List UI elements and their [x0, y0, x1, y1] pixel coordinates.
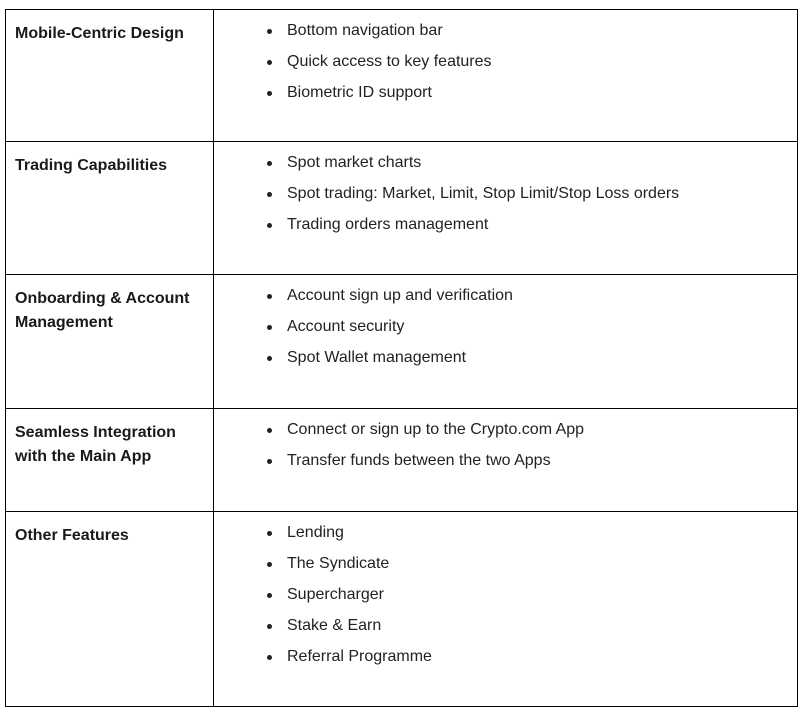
- bullet-icon: [267, 60, 272, 65]
- list-item: [214, 83, 797, 103]
- features-cell: [214, 10, 798, 142]
- list-item-text: Stake & Earn: [287, 617, 382, 634]
- list-item: [214, 420, 797, 440]
- list-item: [214, 616, 797, 636]
- list-item-text: Supercharger: [287, 586, 384, 603]
- category-cell: [6, 409, 214, 512]
- table-row: [6, 10, 798, 142]
- table-row: [6, 275, 798, 409]
- bullet-icon: [267, 91, 272, 96]
- list-item: [214, 585, 797, 605]
- category-label: Other Features: [15, 527, 129, 544]
- features-cell: [214, 409, 798, 512]
- list-item: [214, 317, 797, 337]
- bullet-icon: [267, 223, 272, 228]
- bullet-icon: [267, 29, 272, 34]
- table-row: [6, 512, 798, 707]
- list-item-text: Account security: [287, 318, 405, 335]
- bullet-icon: [267, 192, 272, 197]
- feature-list: [214, 21, 797, 103]
- list-item: [214, 647, 797, 667]
- feature-table: [5, 9, 798, 707]
- bullet-icon: [267, 624, 272, 629]
- list-item-text: Trading orders management: [287, 216, 489, 233]
- table-row: [6, 409, 798, 512]
- bullet-icon: [267, 161, 272, 166]
- features-cell: [214, 512, 798, 707]
- list-item-text: Lending: [287, 524, 344, 541]
- bullet-icon: [267, 428, 272, 433]
- list-item-text: Spot trading: Market, Limit, Stop Limit/Stop Loss orders: [287, 185, 680, 202]
- features-cell: [214, 275, 798, 409]
- list-item-text: Connect or sign up to the Crypto.com App: [287, 421, 585, 438]
- feature-list: [214, 523, 797, 667]
- bullet-icon: [267, 562, 272, 567]
- list-item-text: Account sign up and verification: [287, 287, 513, 304]
- list-item-text: Quick access to key features: [287, 53, 492, 70]
- category-label: Onboarding & Account Management: [15, 290, 190, 331]
- list-item: [214, 348, 797, 368]
- list-item: [214, 451, 797, 471]
- category-cell: [6, 512, 214, 707]
- list-item-text: Biometric ID support: [287, 84, 432, 101]
- list-item: [214, 52, 797, 72]
- bullet-icon: [267, 325, 272, 330]
- bullet-icon: [267, 531, 272, 536]
- list-item-text: Spot Wallet management: [287, 349, 467, 366]
- table-row: [6, 142, 798, 275]
- bullet-icon: [267, 294, 272, 299]
- list-item-text: Spot market charts: [287, 154, 422, 171]
- list-item: [214, 215, 797, 235]
- list-item: [214, 21, 797, 41]
- category-cell: [6, 142, 214, 275]
- category-label: Trading Capabilities: [15, 157, 168, 174]
- bullet-icon: [267, 655, 272, 660]
- list-item-text: Referral Programme: [287, 648, 432, 665]
- list-item-text: Transfer funds between the two Apps: [287, 452, 551, 469]
- category-label: Mobile-Centric Design: [15, 25, 184, 42]
- list-item-text: Bottom navigation bar: [287, 22, 443, 39]
- list-item-text: The Syndicate: [287, 555, 390, 572]
- list-item: [214, 286, 797, 306]
- list-item: [214, 184, 797, 204]
- list-item: [214, 554, 797, 574]
- category-cell: [6, 275, 214, 409]
- category-cell: [6, 10, 214, 142]
- feature-list: [214, 286, 797, 368]
- bullet-icon: [267, 356, 272, 361]
- list-item: [214, 153, 797, 173]
- bullet-icon: [267, 593, 272, 598]
- feature-list: [214, 153, 797, 235]
- category-label: Seamless Integration with the Main App: [15, 424, 176, 465]
- features-cell: [214, 142, 798, 275]
- feature-list: [214, 420, 797, 471]
- list-item: [214, 523, 797, 543]
- bullet-icon: [267, 459, 272, 464]
